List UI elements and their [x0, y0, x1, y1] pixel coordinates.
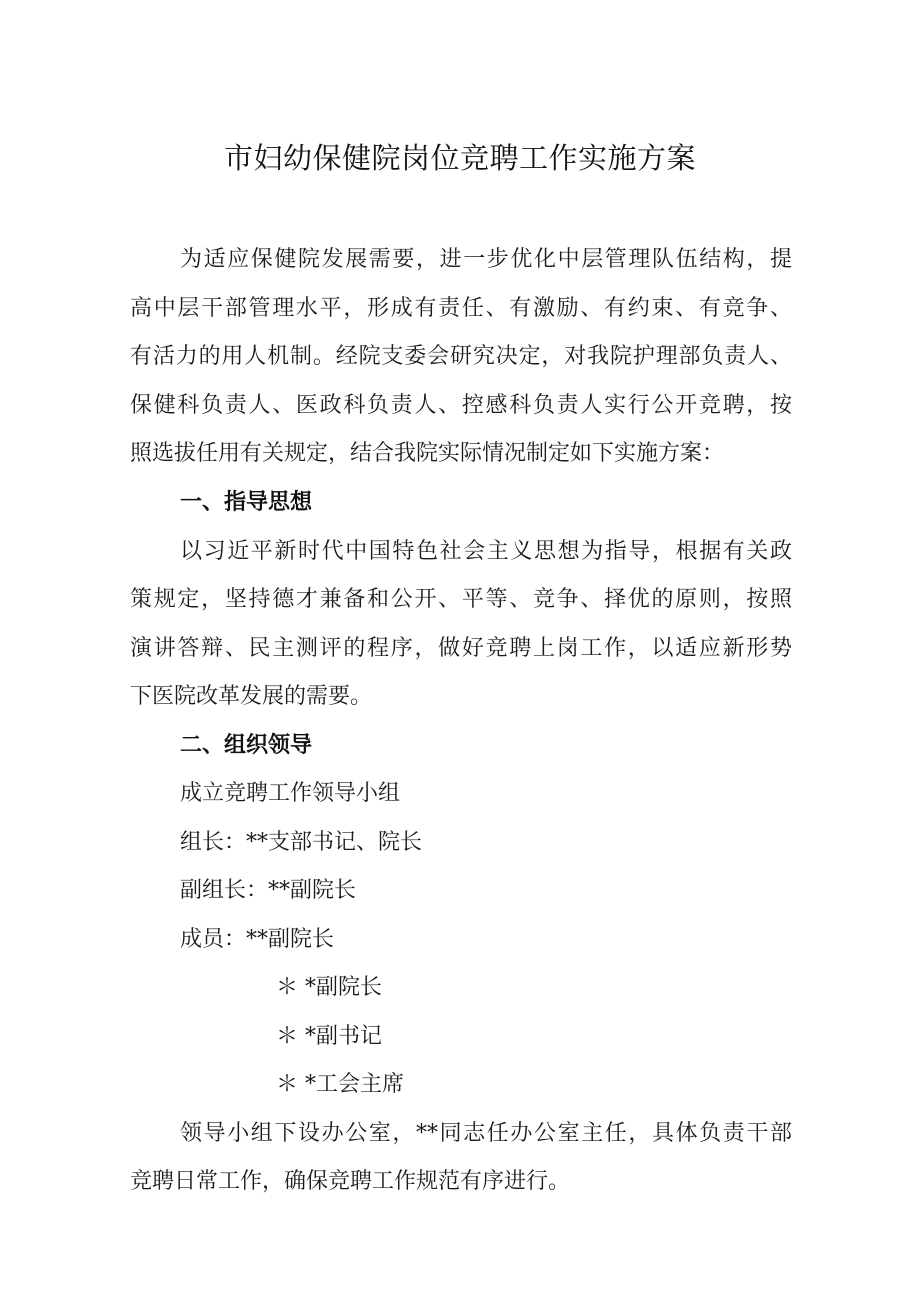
- group-members-label: 成员：**副院长: [180, 927, 335, 952]
- intro-line-2: 高中层干部管理水平，形成有责任、有激励、有约束、有竞争、: [130, 296, 792, 321]
- section1-heading: 一、指导思想: [180, 490, 313, 515]
- intro-line-1: 为适应保健院发展需要，进一步优化中层管理队伍结构，提: [180, 247, 792, 272]
- intro-line-3: 有活力的用人机制。经院支委会研究决定，对我院护理部负责人、: [130, 344, 792, 369]
- intro-line-5: 照选拔任用有关规定，结合我院实际情况制定如下实施方案：: [130, 441, 725, 466]
- group-member-1: ＊ *副院长: [276, 975, 382, 1000]
- group-intro: 成立竞聘工作领导小组: [180, 781, 401, 806]
- section1-line-2: 策规定，坚持德才兼备和公开、平等、竞争、择优的原则，按照: [130, 587, 792, 612]
- section1-line-3: 演讲答辩、民主测评的程序，做好竞聘上岗工作，以适应新形势: [130, 636, 792, 661]
- office-line-1: 领导小组下设办公室，**同志任办公室主任，具体负责干部: [180, 1121, 792, 1146]
- group-vice-leader: 副组长：**副院长: [180, 878, 357, 903]
- group-leader: 组长：**支部书记、院长: [180, 830, 423, 855]
- section1-line-4: 下医院改革发展的需要。: [130, 684, 373, 709]
- group-member-2: ＊ *副书记: [276, 1024, 382, 1049]
- section2-heading: 二、组织领导: [180, 733, 313, 758]
- intro-line-4: 保健科负责人、医政科负责人、控感科负责人实行公开竞聘，按: [130, 393, 792, 418]
- section1-line-1: 以习近平新时代中国特色社会主义思想为指导，根据有关政: [180, 539, 792, 564]
- group-member-3: ＊ *工会主席: [276, 1072, 404, 1097]
- office-line-2: 竞聘日常工作，确保竞聘工作规范有序进行。: [130, 1169, 571, 1194]
- document-title: 市妇幼保健院岗位竞聘工作实施方案: [223, 141, 696, 175]
